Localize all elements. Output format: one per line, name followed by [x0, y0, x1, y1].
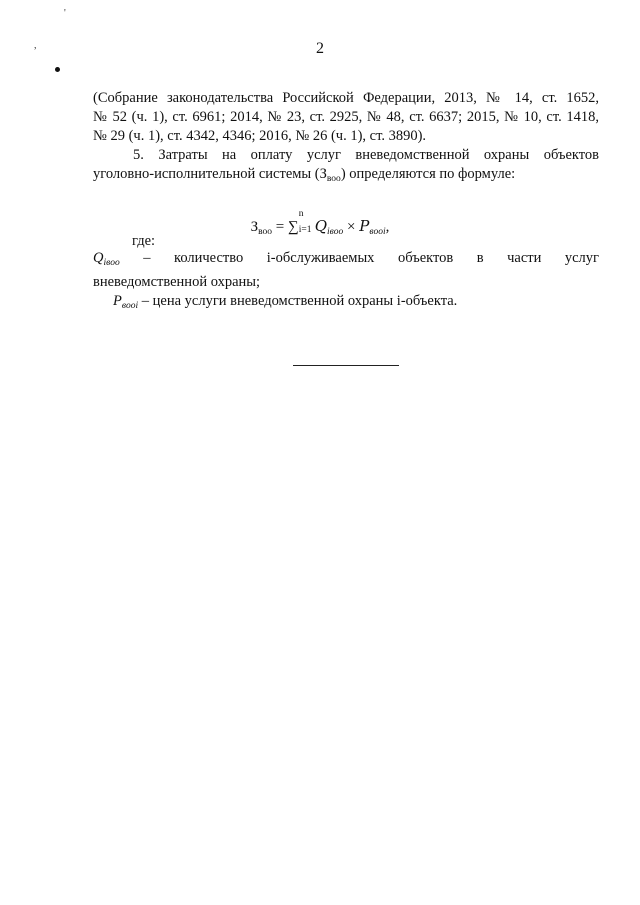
definition-p-text: – цена услуги вневедомственной охраны i-объекта. [138, 293, 458, 309]
clause-5-line-1: 5. Затраты на оплату услуг вневедомственной охраны объектов [133, 147, 599, 163]
clause-5-line-2 [93, 165, 599, 189]
page-number: 2 [316, 40, 324, 57]
definition-p-var: P [113, 293, 122, 309]
definition-q-var: Q [93, 250, 104, 266]
sum-symbol: ∑ [288, 219, 299, 235]
citation-line-1: (Собрание законодательства Российской Федерации, 2013, № 14, ст. 1652, [93, 90, 599, 106]
citation-line-2: № 52 (ч. 1), ст. 6961; 2014, № 23, ст. 2925, № 48, ст. 6637; 2015, № 10, ст. 1418, [93, 109, 599, 125]
clause-5-text: уголовно-исполнительной системы (З [93, 166, 327, 182]
formula-q: Q [314, 217, 328, 235]
formula-p-subscript: вooi [369, 227, 386, 237]
where-label: где: [132, 233, 156, 249]
sum-subscript: i=1 [298, 225, 312, 235]
clause-5-text-end: ) определяются по формуле: [340, 166, 516, 182]
margin-mark: , [34, 40, 37, 51]
formula-end: , [385, 219, 390, 235]
formula-q-subscript: iвoo [327, 227, 344, 237]
formula-lhs-subscript: воо [258, 227, 273, 237]
definition-p [93, 292, 599, 316]
clause-5-subscript: воо [326, 174, 341, 184]
definition-q-text: – количество i-обслуживаемых объектов в части услуг [119, 250, 599, 266]
margin-mark: ' [64, 8, 66, 19]
definition-q-subscript: iвoo [103, 258, 120, 268]
separator-line [293, 365, 399, 366]
formula-p: P [359, 217, 370, 235]
formula-times: × [343, 219, 360, 235]
definition-q-cont: вневедомственной охраны; [93, 274, 261, 290]
sum-superscript: n [298, 209, 304, 219]
definitions-block [93, 249, 599, 316]
cost-formula [0, 209, 640, 237]
citation-line-3: № 29 (ч. 1), ст. 4342, 4346; 2016, № 26 (ч. 1), ст. 3890). [93, 128, 427, 144]
citation-block [93, 89, 599, 189]
definition-p-subscript: вooi [121, 301, 139, 311]
bullet-dot [55, 67, 60, 72]
formula-lhs: З [250, 219, 259, 235]
definition-q [93, 249, 599, 273]
formula-equals: = [272, 219, 289, 235]
